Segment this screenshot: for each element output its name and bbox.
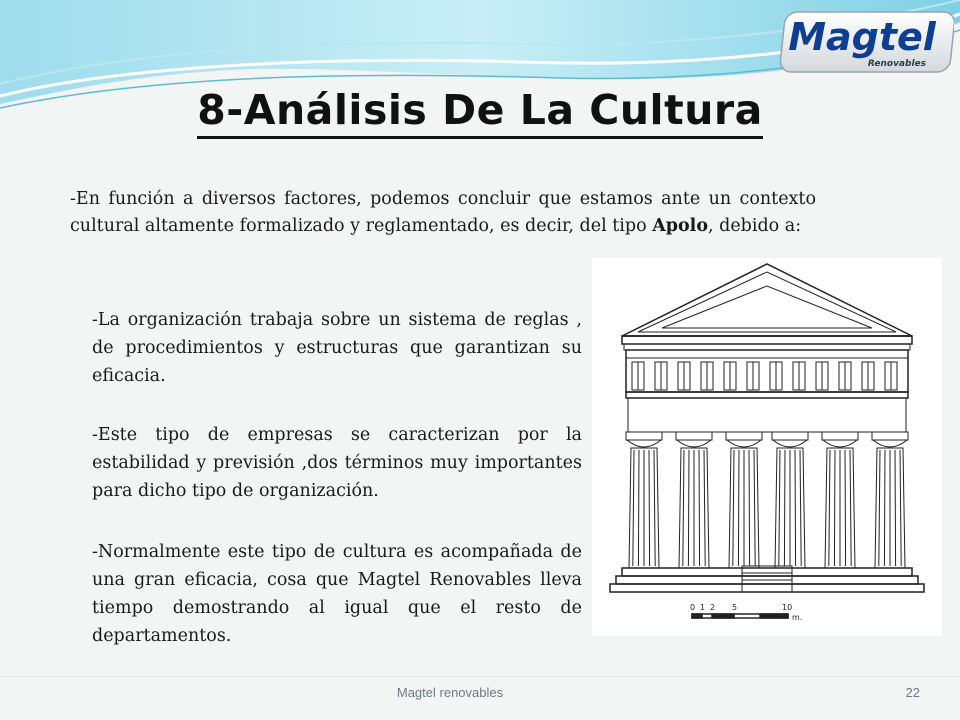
svg-text:5: 5 <box>732 603 738 612</box>
bullet-efficiency: -Normalmente este tipo de cultura es acompañada de una gran eficacia, cosa que Magtel Renovables lleva tiempo demostrando al igual que el resto de departamentos. <box>92 542 582 646</box>
apolo-keyword: Apolo <box>652 216 708 236</box>
svg-text:Magtel: Magtel <box>788 15 936 59</box>
footer-company: Magtel renovables <box>396 685 504 700</box>
bullet-stability: -Este tipo de empresas se caracterizan por la estabilidad y previsión ,dos términos muy importantes para dicho tipo de organización. <box>92 425 582 501</box>
page-number: 22 <box>905 685 920 700</box>
intro-paragraph: -En función a diversos factores, podemos concluir que estamos ante un contexto cultural altamente formalizado y reglamentado, es decir, del tipo Apolo, debido a: <box>70 189 816 236</box>
svg-text:Renovables: Renovables <box>867 59 926 69</box>
greek-temple-illustration <box>592 258 942 636</box>
footer-divider <box>0 676 960 677</box>
temple-drawing <box>592 258 942 636</box>
svg-text:m.: m. <box>792 613 803 622</box>
slide-title: 8-Análisis De La Cultura <box>0 86 960 134</box>
bullet-organization: -La organización trabaja sobre un sistema de reglas , de procedimientos y estructuras que garantizan su eficacia. <box>92 310 582 386</box>
svg-text:2: 2 <box>710 603 716 612</box>
svg-text:10: 10 <box>782 603 793 612</box>
magtel-logo <box>778 8 954 76</box>
svg-text:0: 0 <box>690 603 696 612</box>
svg-text:1: 1 <box>700 603 706 612</box>
